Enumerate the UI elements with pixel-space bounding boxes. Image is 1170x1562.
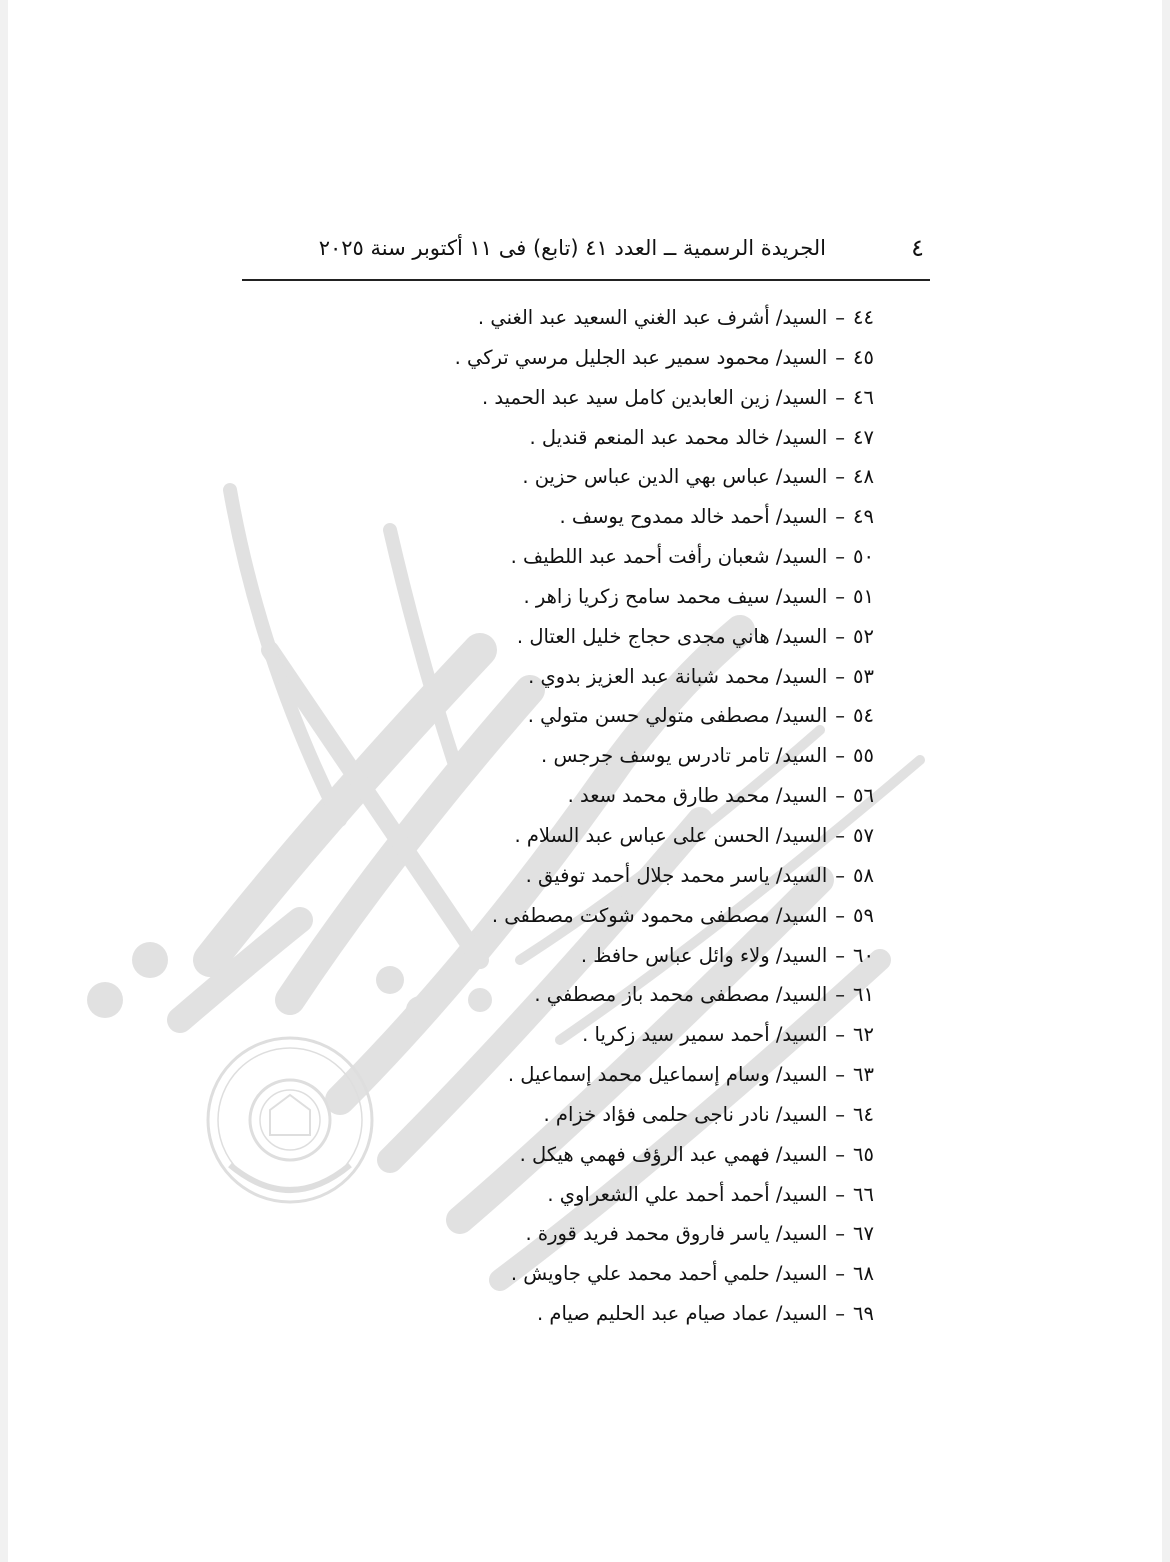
entry-number: ٥٧ (853, 823, 874, 847)
entry-name: السيد/ تامر تادرس يوسف جرجس . (541, 744, 828, 768)
list-item (240, 1214, 874, 1254)
entry-number: ٦٦ (853, 1182, 874, 1206)
entry-number: ٥١ (853, 584, 874, 608)
entry-name: السيد/ الحسن على عباس عبد السلام . (514, 823, 828, 847)
list-item (240, 896, 874, 936)
entry-number: ٦٢ (853, 1023, 874, 1047)
entry-number: ٥٣ (853, 664, 874, 688)
entry-dash: – (835, 664, 846, 688)
page-header (242, 230, 930, 270)
entry-dash: – (835, 1302, 846, 1326)
entry-number: ٦١ (853, 983, 874, 1007)
entry-number: ٥٠ (853, 545, 874, 569)
entry-number: ٥٢ (853, 624, 874, 648)
entry-number: ٤٧ (853, 425, 874, 449)
entry-name: السيد/ أحمد سمير سيد زكريا . (582, 1023, 828, 1047)
page-number: ٤ (911, 234, 924, 262)
list-item (240, 497, 874, 537)
entry-number: ٦٣ (853, 1063, 874, 1087)
entry-dash: – (835, 784, 846, 808)
entry-name: السيد/ ياسر فاروق محمد فريد قورة . (525, 1222, 828, 1246)
entry-dash: – (835, 943, 846, 967)
list-item (240, 975, 874, 1015)
list-item (240, 856, 874, 896)
entry-name: السيد/ وسام إسماعيل محمد إسماعيل . (507, 1063, 828, 1087)
entry-number: ٦٠ (853, 943, 874, 967)
list-item (240, 418, 874, 458)
entry-dash: – (835, 1222, 846, 1246)
list-item (240, 1254, 874, 1294)
list-item (240, 457, 874, 497)
entry-name: السيد/ عباس بهي الدين عباس حزين . (522, 465, 828, 489)
entry-name: السيد/ هاني مجدى حجاج خليل العتال . (516, 624, 828, 648)
entry-dash: – (835, 704, 846, 728)
entry-dash: – (835, 1182, 846, 1206)
entry-dash: – (835, 425, 846, 449)
entry-number: ٥٨ (853, 863, 874, 887)
entry-dash: – (835, 584, 846, 608)
entry-number: ٦٤ (853, 1102, 874, 1126)
entry-number: ٥٤ (853, 704, 874, 728)
list-item (240, 936, 874, 976)
entry-number: ٦٧ (853, 1222, 874, 1246)
list-item (240, 1095, 874, 1135)
entry-name: السيد/ نادر ناجى حلمى فؤاد خزام . (543, 1102, 828, 1126)
entry-dash: – (835, 1023, 846, 1047)
entry-number: ٦٩ (853, 1302, 874, 1326)
entry-number: ٥٩ (853, 903, 874, 927)
entry-name: السيد/ ولاء وائل عباس حافظ . (580, 943, 828, 967)
entry-name: السيد/ سيف محمد سامح زكريا زاهر . (523, 584, 828, 608)
list-item (240, 1135, 874, 1175)
entry-name: السيد/ مصطفى متولي حسن متولي . (527, 704, 828, 728)
list-item (240, 1015, 874, 1055)
names-list (240, 298, 874, 1334)
entry-dash: – (835, 823, 846, 847)
list-item (240, 1175, 874, 1215)
entry-dash: – (835, 385, 846, 409)
entry-name: السيد/ محمد طارق محمد سعد . (567, 784, 828, 808)
entry-number: ٤٥ (853, 345, 874, 369)
entry-number: ٦٨ (853, 1262, 874, 1286)
entry-dash: – (835, 306, 846, 329)
entry-dash: – (835, 1063, 846, 1087)
entry-name: السيد/ أشرف عبد الغني السعيد عبد الغني . (477, 306, 828, 329)
entry-number: ٤٩ (853, 505, 874, 529)
entry-name: السيد/ زين العابدين كامل سيد عبد الحميد . (481, 385, 828, 409)
list-item (240, 696, 874, 736)
entry-name: السيد/ مصطفى محمود شوكت مصطفى . (491, 903, 828, 927)
list-item (240, 338, 874, 378)
list-item (240, 537, 874, 577)
list-item (240, 1294, 874, 1334)
entry-dash: – (835, 505, 846, 529)
list-item (240, 776, 874, 816)
entry-dash: – (835, 903, 846, 927)
entry-number: ٤٦ (853, 385, 874, 409)
list-item (240, 617, 874, 657)
entry-dash: – (835, 1142, 846, 1166)
entry-number: ٤٤ (853, 306, 874, 329)
list-item (240, 1055, 874, 1095)
entry-name: السيد/ محمود سمير عبد الجليل مرسي تركي . (454, 345, 828, 369)
list-item (240, 657, 874, 697)
entry-name: السيد/ فهمي عبد الرؤف فهمي هيكل . (519, 1142, 828, 1166)
entry-dash: – (835, 345, 846, 369)
list-item (240, 298, 874, 338)
entry-name: السيد/ أحمد أحمد علي الشعراوي . (547, 1182, 828, 1206)
entry-name: السيد/ حلمي أحمد محمد علي جاويش . (510, 1262, 828, 1286)
header-divider (242, 279, 930, 281)
entry-name: السيد/ أحمد خالد ممدوح يوسف . (559, 505, 828, 529)
entry-name: السيد/ خالد محمد عبد المنعم قنديل . (529, 425, 828, 449)
entry-number: ٤٨ (853, 465, 874, 489)
list-item (240, 577, 874, 617)
entry-name: السيد/ محمد شبانة عبد العزيز بدوي . (528, 664, 828, 688)
entry-number: ٦٥ (853, 1142, 874, 1166)
entry-dash: – (835, 624, 846, 648)
entry-name: السيد/ عماد صيام عبد الحليم صيام . (536, 1302, 828, 1326)
list-item (240, 816, 874, 856)
entry-number: ٥٦ (853, 784, 874, 808)
entry-name: السيد/ مصطفى محمد باز مصطفي . (534, 983, 828, 1007)
entry-dash: – (835, 983, 846, 1007)
entry-dash: – (835, 545, 846, 569)
entry-dash: – (835, 744, 846, 768)
entry-name: السيد/ ياسر محمد جلال أحمد توفيق . (525, 863, 828, 887)
entry-dash: – (835, 863, 846, 887)
entry-dash: – (835, 1262, 846, 1286)
list-item (240, 378, 874, 418)
entry-number: ٥٥ (853, 744, 874, 768)
entry-name: السيد/ شعبان رأفت أحمد عبد اللطيف . (510, 545, 828, 569)
list-item (240, 736, 874, 776)
entry-dash: – (835, 465, 846, 489)
entry-dash: – (835, 1102, 846, 1126)
gazette-title: الجريدة الرسمية ــ العدد ٤١ (تابع) فى ١١ أكتوبر سنة ٢٠٢٥ (318, 236, 826, 260)
